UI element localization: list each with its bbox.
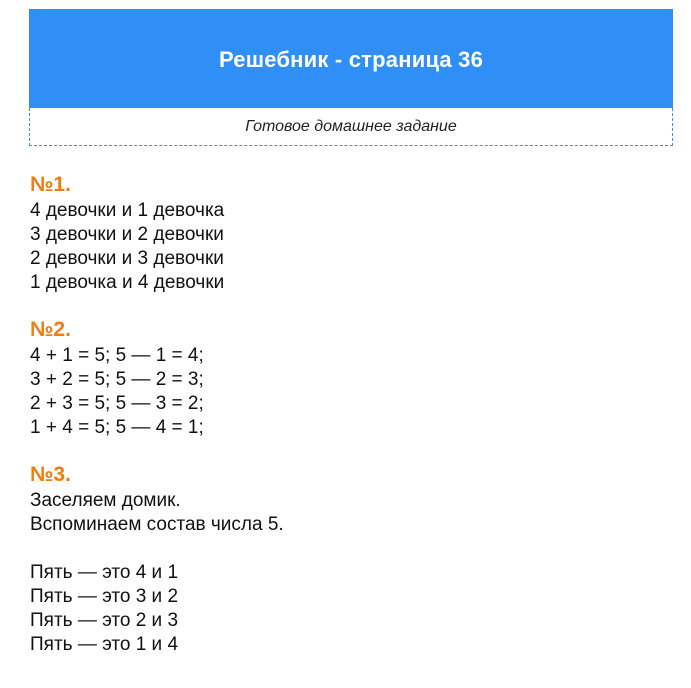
intro-line: Заселяем домик. — [30, 490, 181, 511]
task-heading: №2. — [30, 318, 71, 341]
answer-line: 1 девочка и 4 девочки — [30, 272, 225, 293]
page-header — [29, 9, 673, 146]
answer-line: 1 + 4 = 5; 5 — 4 = 1; — [30, 417, 204, 438]
answer-line: 2 девочки и 3 девочки — [30, 248, 224, 269]
header-banner — [29, 9, 673, 108]
answer-line: 3 + 2 = 5; 5 — 2 = 3; — [30, 369, 204, 390]
answer-line: 2 + 3 = 5; 5 — 3 = 2; — [30, 393, 204, 414]
answer-line: Пять — это 1 и 4 — [30, 634, 179, 655]
task-heading: №3. — [30, 463, 71, 486]
page-subtitle: Готовое домашнее задание — [245, 117, 457, 135]
page-title: Решебник - страница 36 — [218, 46, 484, 72]
answer-line: Пять — это 3 и 2 — [30, 586, 179, 607]
answer-line: 4 + 1 = 5; 5 — 1 = 4; — [30, 345, 204, 366]
solutions-content — [30, 172, 660, 679]
answer-line: Пять — это 2 и 3 — [30, 610, 179, 631]
task-3 — [30, 462, 660, 657]
answer-line: 4 девочки и 1 девочка — [30, 200, 225, 221]
task-heading: №1. — [30, 173, 71, 196]
task-1 — [30, 172, 660, 295]
intro-line: Вспоминаем состав числа 5. — [30, 514, 284, 535]
paragraph-spacer — [30, 537, 660, 561]
subtitle-bar — [29, 108, 673, 146]
task-2 — [30, 317, 660, 440]
answer-line: 3 девочки и 2 девочки — [30, 224, 224, 245]
answer-line: Пять — это 4 и 1 — [30, 562, 179, 583]
